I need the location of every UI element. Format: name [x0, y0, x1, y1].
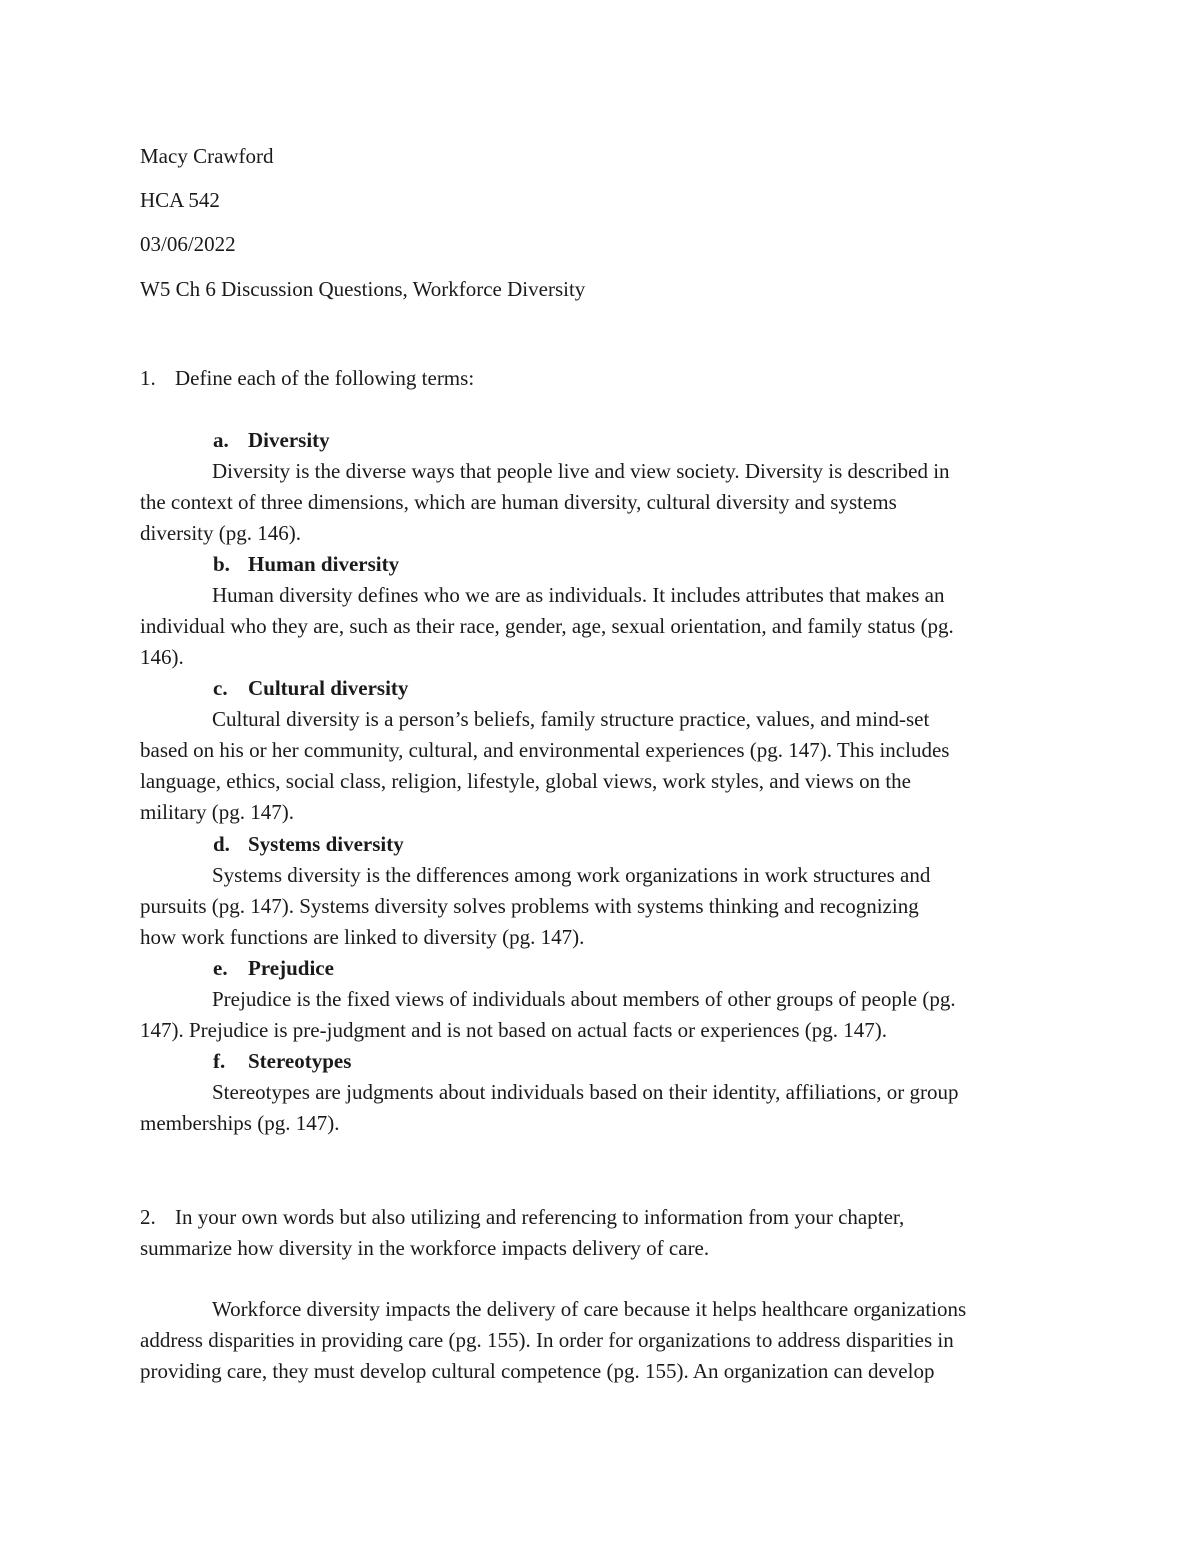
- term-letter: f.: [213, 1049, 226, 1073]
- term-letter: b.: [213, 552, 230, 576]
- term-letter: d.: [213, 832, 230, 856]
- definition-line: 146).: [140, 645, 184, 669]
- term-label: Human diversity: [248, 552, 400, 576]
- definition-line: Systems diversity is the differences among work organizations in work structures and: [212, 863, 931, 887]
- definition-line: 147). Prejudice is pre-judgment and is not based on actual facts or experiences (pg. 147).: [140, 1018, 888, 1042]
- definition-line: military (pg. 147).: [140, 800, 294, 824]
- definition-line: the context of three dimensions, which are human diversity, cultural diversity and systems: [140, 490, 897, 514]
- author-name: Macy Crawford: [140, 144, 274, 168]
- document-title: W5 Ch 6 Discussion Questions, Workforce Diversity: [140, 277, 586, 301]
- answer-line: Workforce diversity impacts the delivery of care because it helps healthcare organizations: [212, 1297, 967, 1321]
- question-2-number: 2.: [140, 1205, 156, 1229]
- term-prejudice: [213, 953, 334, 984]
- term-letter: a.: [213, 428, 229, 452]
- definition-line: Stereotypes are judgments about individuals based on their identity, affiliations, or group: [212, 1080, 959, 1104]
- term-letter: c.: [213, 676, 228, 700]
- definition-line: memberships (pg. 147).: [140, 1111, 340, 1135]
- definition-line: Cultural diversity is a person’s beliefs, family structure practice, values, and mind-set: [212, 707, 930, 731]
- definition-line: Human diversity defines who we are as individuals. It includes attributes that makes an: [212, 583, 945, 607]
- term-label: Diversity: [248, 428, 330, 452]
- term-letter: e.: [213, 956, 228, 980]
- definition-line: pursuits (pg. 147). Systems diversity solves problems with systems thinking and recognizing: [140, 894, 919, 918]
- term-cultural-diversity: [213, 673, 408, 704]
- answer-line: address disparities in providing care (pg. 155). In order for organizations to address disparities in: [140, 1328, 954, 1352]
- definition-line: individual who they are, such as their race, gender, age, sexual orientation, and family status (pg.: [140, 614, 954, 638]
- question-2-text-continued: summarize how diversity in the workforce impacts delivery of care.: [140, 1236, 710, 1260]
- course-code: HCA 542: [140, 188, 220, 212]
- definition-line: language, ethics, social class, religion, lifestyle, global views, work styles, and views on the: [140, 769, 911, 793]
- definition-line: how work functions are linked to diversity (pg. 147).: [140, 925, 585, 949]
- answer-line: providing care, they must develop cultural competence (pg. 155). An organization can develop: [140, 1359, 935, 1383]
- document-date: 03/06/2022: [140, 232, 236, 256]
- definition-line: diversity (pg. 146).: [140, 521, 301, 545]
- question-1-number: 1.: [140, 366, 156, 390]
- definition-line: Diversity is the diverse ways that people live and view society. Diversity is described in: [212, 459, 950, 483]
- term-label: Cultural diversity: [248, 676, 409, 700]
- term-diversity: [213, 425, 330, 456]
- definition-line: Prejudice is the fixed views of individuals about members of other groups of people (pg.: [212, 987, 956, 1011]
- definition-line: based on his or her community, cultural, and environmental experiences (pg. 147). This includes: [140, 738, 950, 762]
- term-human-diversity: [213, 549, 399, 580]
- term-label: Prejudice: [248, 956, 334, 980]
- term-systems-diversity: [213, 829, 404, 860]
- question-1-text: Define each of the following terms:: [175, 366, 475, 390]
- question-2-text: In your own words but also utilizing and referencing to information from your chapter,: [175, 1205, 905, 1229]
- term-label: Systems diversity: [248, 832, 404, 856]
- term-stereotypes: [213, 1046, 351, 1077]
- term-label: Stereotypes: [248, 1049, 352, 1073]
